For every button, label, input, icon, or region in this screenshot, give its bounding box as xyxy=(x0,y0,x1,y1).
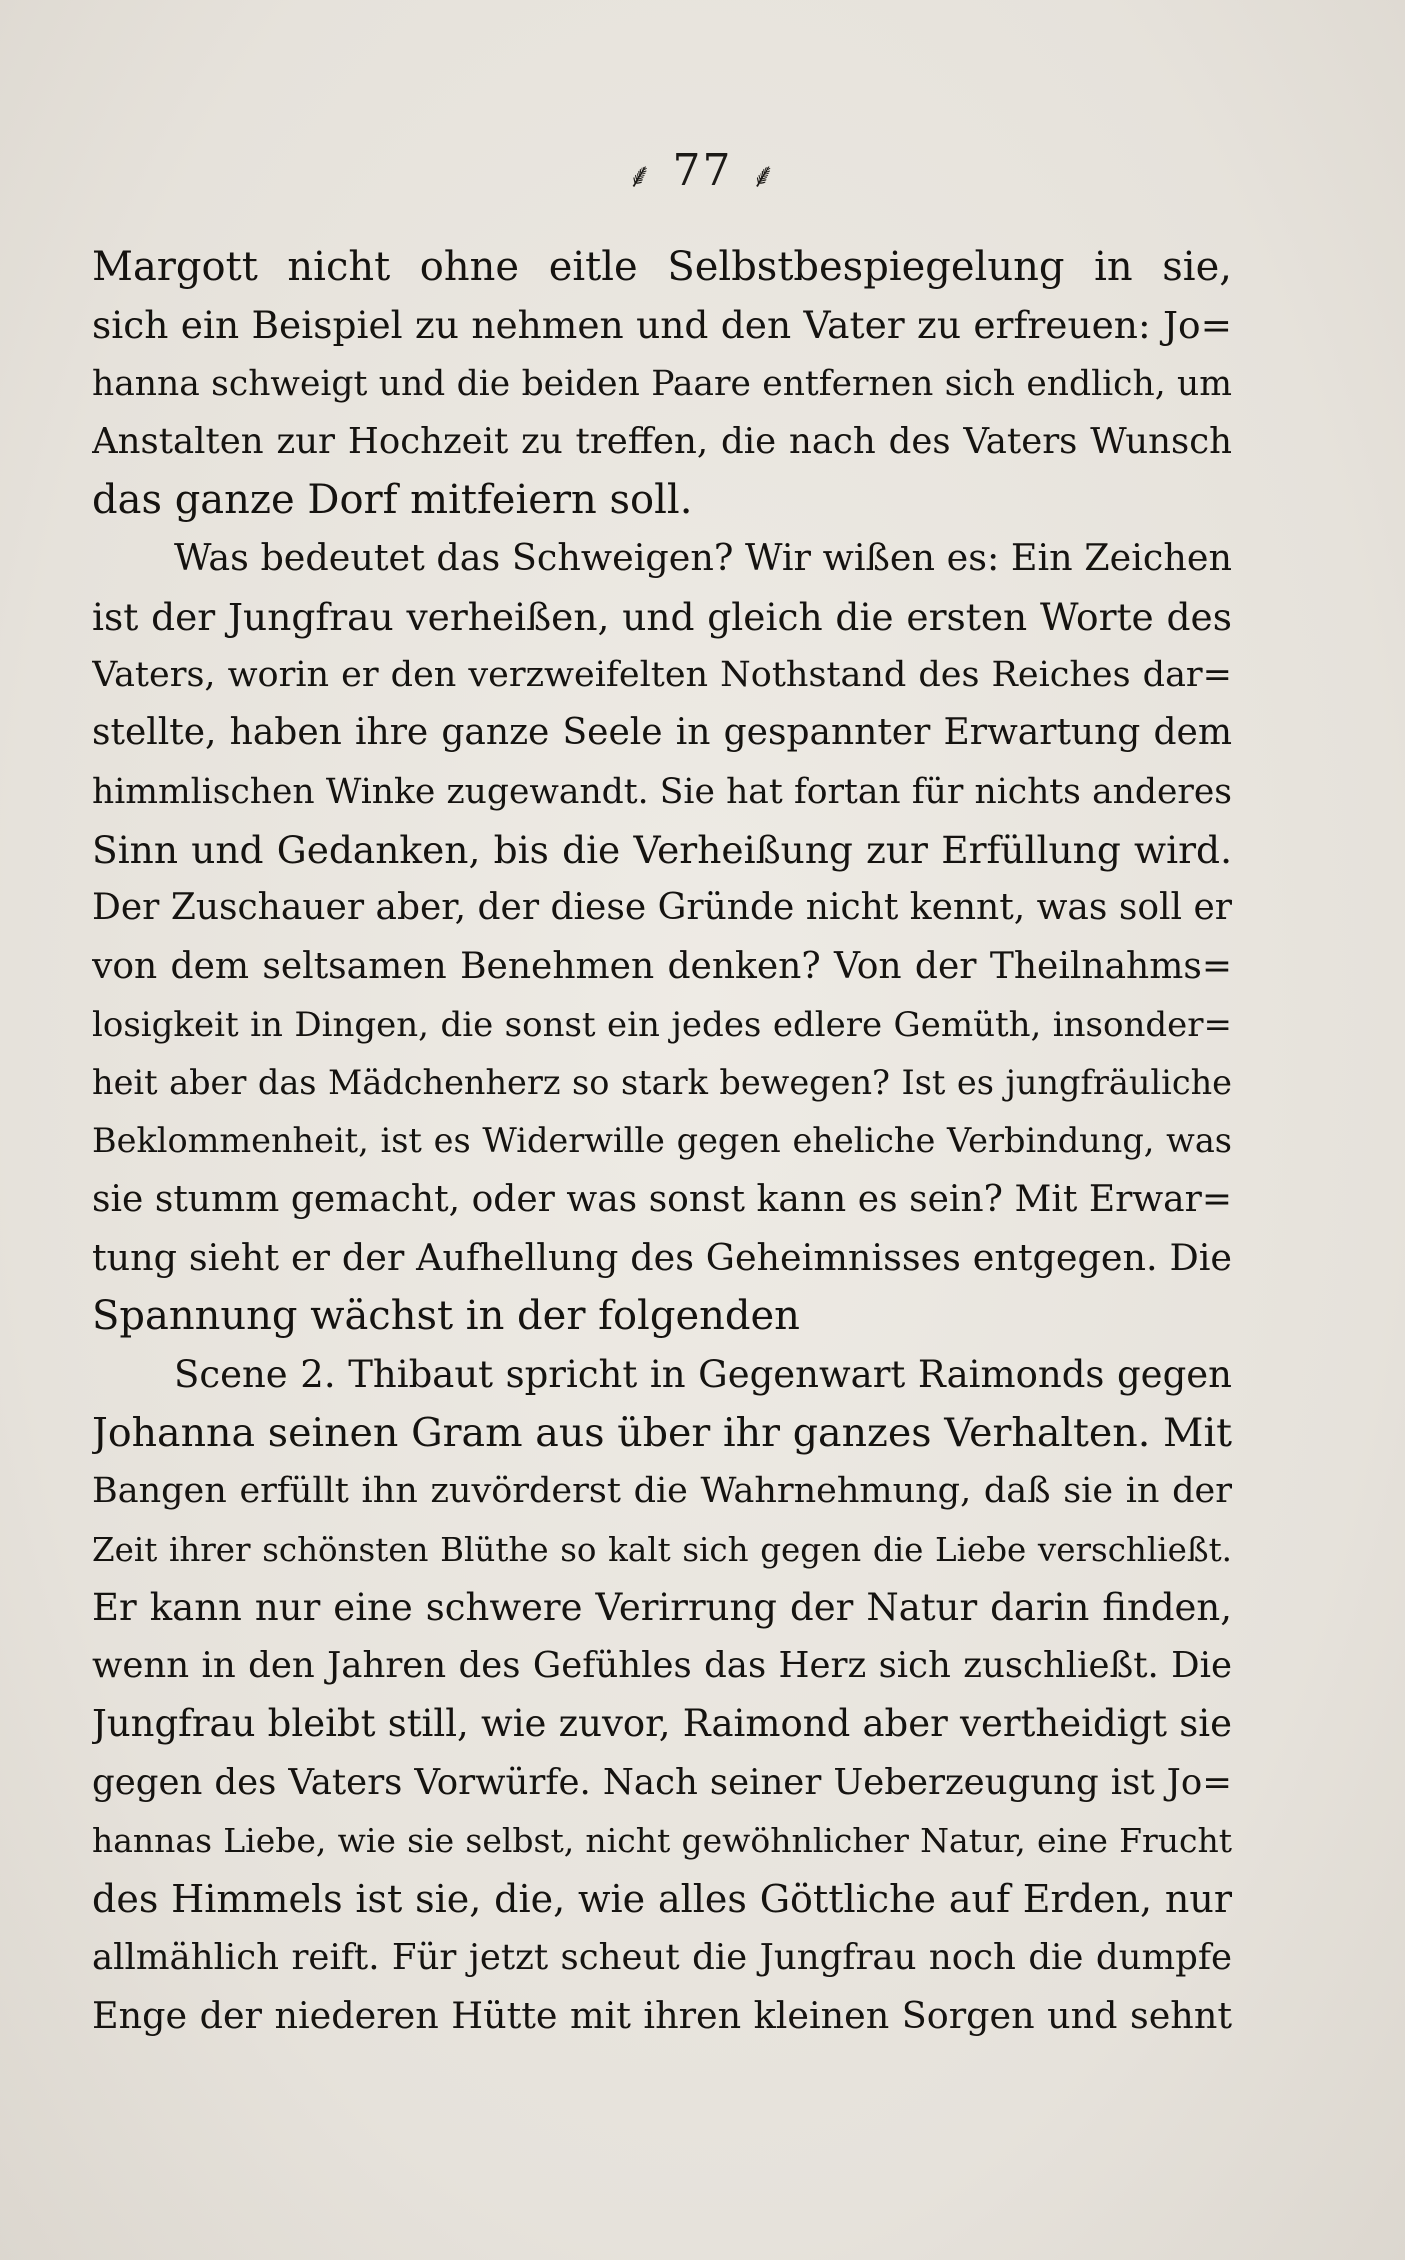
text-line-25: wenn in den Jahren des Gefühles das Herz sich zuschließt. Die xyxy=(92,1645,1232,1687)
text-line-23: Zeit ihrer schönsten Blüthe so kalt sich gegen die Liebe verschließt. xyxy=(92,1530,1232,1569)
body-text xyxy=(92,238,1232,2045)
text-line-30: allmählich reift. Für jetzt scheut die Jungfrau noch die dumpfe xyxy=(92,1936,1232,1978)
text-line-4: Anstalten zur Hochzeit zu treffen, die nach des Vaters Wunsch xyxy=(92,420,1232,462)
text-line-24: Er kann nur eine schwere Verirrung der Natur darin finden, xyxy=(92,1585,1232,1629)
text-line-15: heit aber das Mädchenherz so stark bewegen? Ist es jungfräuliche xyxy=(92,1063,1232,1103)
text-line-5: das ganze Dorf mitfeiern soll. xyxy=(92,477,693,524)
text-line-31: Enge der niederen Hütte mit ihren kleinen Sorgen und sehnt xyxy=(92,1993,1232,2037)
text-line-11: Sinn und Gedanken, bis die Verheißung zur Erfüllung wird. xyxy=(92,827,1232,872)
text-line-9: stellte, haben ihre ganze Seele in gespannter Erwartung dem xyxy=(92,712,1232,754)
ornament-right-icon: ⸙ xyxy=(750,155,778,196)
text-line-17: sie stumm gemacht, oder was sonst kann es sein? Mit Erwar= xyxy=(92,1178,1232,1220)
text-line-7: ist der Jungfrau verheißen, und gleich die ersten Worte des xyxy=(92,594,1232,639)
text-line-22: Bangen erfüllt ihn zuvörderst die Wahrnehmung, daß sie in der xyxy=(92,1471,1232,1512)
text-line-12: Der Zuschauer aber, der diese Gründe nicht kennt, was soll er xyxy=(92,887,1232,929)
page-header xyxy=(0,145,1405,197)
text-line-1: Margott nicht ohne eitle Selbstbespiegelung in sie, xyxy=(92,244,1232,290)
text-line-8: Vaters, worin er den verzweifelten Nothstand des Reiches dar= xyxy=(92,655,1232,696)
text-line-20: Scene 2. Thibaut spricht in Gegenwart Raimonds gegen xyxy=(174,1352,1232,1396)
text-line-3: hanna schweigt und die beiden Paare entfernen sich endlich, um xyxy=(92,363,1232,404)
text-line-21: Johanna seinen Gram aus über ihr ganzes Verhalten. Mit xyxy=(92,1409,1232,1456)
text-line-16: Beklommenheit, ist es Widerwille gegen eheliche Verbindung, was xyxy=(92,1121,1232,1161)
text-line-26: Jungfrau bleibt still, wie zuvor, Raimond aber vertheidigt sie xyxy=(92,1702,1232,1746)
text-line-19: Spannung wächst in der folgenden xyxy=(92,1293,800,1340)
text-line-27: gegen des Vaters Vorwürfe. Nach seiner Ueberzeugung ist Jo= xyxy=(92,1761,1232,1803)
text-line-10: himmlischen Winke zugewandt. Sie hat fortan für nichts anderes xyxy=(92,771,1232,812)
text-line-29: des Himmels ist sie, die, wie alles Göttliche auf Erden, nur xyxy=(92,1877,1232,1922)
text-line-6: Was bedeutet das Schweigen? Wir wißen es: Ein Zeichen xyxy=(174,536,1232,580)
text-line-28: hannas Liebe, wie sie selbst, nicht gewöhnlicher Natur, eine Frucht xyxy=(92,1821,1232,1861)
text-line-14: losigkeit in Dingen, die sonst ein jedes edlere Gemüth, insonder= xyxy=(92,1004,1232,1045)
page-number: 77 xyxy=(672,145,733,196)
text-line-18: tung sieht er der Aufhellung des Geheimnisses entgegen. Die xyxy=(92,1236,1232,1280)
text-line-2: sich ein Beispiel zu nehmen und den Vater zu erfreuen: Jo= xyxy=(92,303,1232,348)
text-line-13: von dem seltsamen Benehmen denken? Von der Theilnahms= xyxy=(92,945,1232,987)
ornament-left-icon: ⸙ xyxy=(627,155,655,196)
